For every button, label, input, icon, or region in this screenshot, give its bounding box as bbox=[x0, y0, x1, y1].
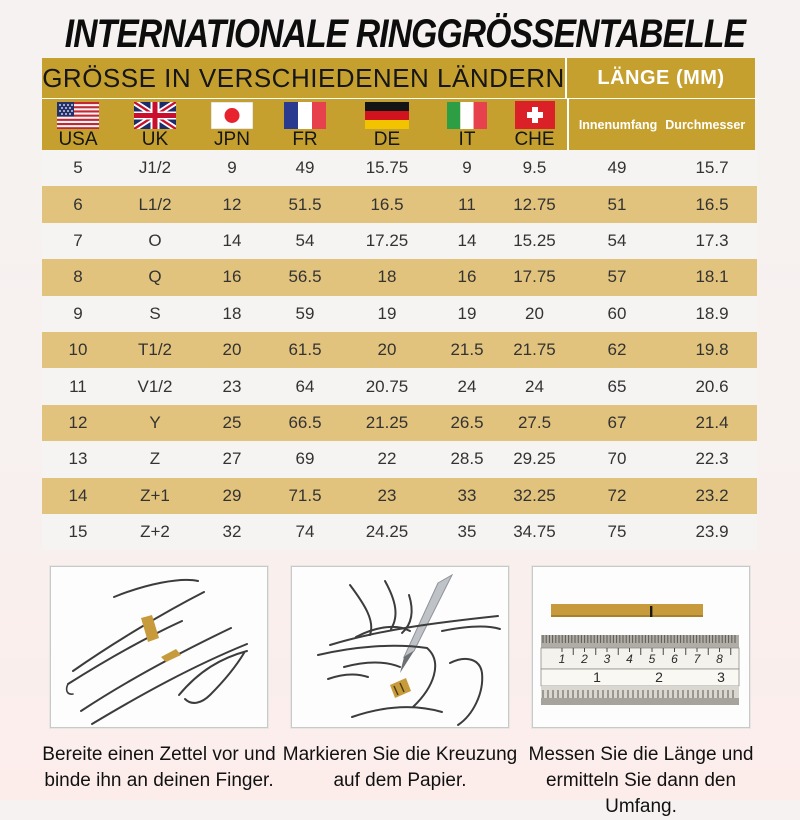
size-value-cell: 23.2 bbox=[695, 485, 729, 505]
size-value-cell: 32.25 bbox=[513, 485, 556, 505]
page-title bbox=[0, 0, 800, 56]
size-value-cell: 13 bbox=[68, 449, 88, 469]
size-value-cell: 16 bbox=[222, 267, 242, 287]
hand-marking-with-pen-icon bbox=[292, 567, 508, 727]
size-value-cell: 20 bbox=[377, 340, 397, 360]
step-caption: Messen Sie die Länge und ermitteln Sie dann den Umfang. bbox=[528, 744, 754, 817]
size-value-cell: 24 bbox=[457, 376, 477, 396]
size-value-cell: 20 bbox=[222, 340, 242, 360]
size-value-cell: O bbox=[148, 230, 162, 250]
country-label: USA bbox=[58, 128, 98, 150]
size-value-cell: 17.3 bbox=[695, 230, 729, 250]
country-label: CHE bbox=[514, 129, 555, 150]
size-value-cell: 14 bbox=[68, 485, 88, 505]
svg-text:1: 1 bbox=[593, 669, 601, 685]
size-value-cell: 64 bbox=[295, 376, 315, 396]
country-column-france bbox=[268, 99, 342, 150]
size-value-cell: 29 bbox=[222, 485, 242, 505]
size-value-cell: 51.5 bbox=[288, 194, 322, 214]
size-value-cell: 9 bbox=[462, 158, 472, 178]
table-header-left: GRÖSSE IN VERSCHIEDENEN LÄNDERN bbox=[42, 58, 567, 98]
size-value-cell: 24 bbox=[525, 376, 544, 396]
size-value-cell: 17.25 bbox=[365, 230, 409, 250]
size-value-cell: 59 bbox=[295, 303, 315, 323]
size-value-cell: 18 bbox=[222, 303, 242, 323]
ruler-measuring-icon bbox=[533, 567, 749, 727]
svg-text:1: 1 bbox=[558, 652, 566, 666]
size-value-cell: 12 bbox=[68, 412, 88, 432]
country-label: JPN bbox=[214, 128, 250, 150]
size-value-cell: 19 bbox=[377, 303, 397, 323]
step-prepare-strip bbox=[40, 566, 278, 820]
size-value-cell: 12 bbox=[222, 194, 242, 214]
table-row bbox=[42, 514, 757, 550]
svg-text:5: 5 bbox=[648, 652, 656, 666]
size-value-cell: 72 bbox=[607, 485, 627, 505]
size-value-cell: 74 bbox=[295, 522, 315, 542]
size-value-cell: 35 bbox=[457, 522, 477, 542]
size-value-cell: 22 bbox=[377, 449, 397, 469]
ring-size-table bbox=[42, 58, 757, 550]
size-value-cell: 16.5 bbox=[695, 194, 729, 214]
svg-text:4: 4 bbox=[626, 652, 633, 666]
page-title-text: INTERNATIONALE RINGGRÖSSENTABELLE bbox=[64, 12, 746, 56]
size-value-cell: 33 bbox=[457, 485, 477, 505]
size-value-cell: 9 bbox=[73, 303, 83, 323]
country-label: UK bbox=[141, 128, 169, 150]
size-value-cell: 27.5 bbox=[517, 412, 552, 432]
size-value-cell: 9 bbox=[227, 158, 237, 178]
table-row bbox=[42, 150, 757, 186]
table-row bbox=[42, 405, 757, 441]
table-row bbox=[42, 186, 757, 222]
size-value-cell: V1/2 bbox=[137, 376, 173, 396]
hand-with-paper-strip-icon bbox=[51, 567, 267, 727]
flag-switzerland-icon bbox=[515, 101, 555, 129]
size-value-cell: 21.4 bbox=[695, 412, 729, 432]
length-subheader bbox=[567, 99, 755, 150]
country-label: DE bbox=[373, 128, 401, 150]
country-column-usa bbox=[42, 99, 114, 150]
size-value-cell: 62 bbox=[607, 340, 627, 360]
country-column-uk bbox=[114, 99, 196, 150]
size-value-cell: 18.1 bbox=[695, 267, 729, 287]
size-value-cell: Q bbox=[148, 267, 162, 287]
step-mark-paper bbox=[280, 566, 520, 820]
size-value-cell: 54 bbox=[295, 230, 315, 250]
size-value-cell: 49 bbox=[295, 158, 315, 178]
size-value-cell: 22.3 bbox=[695, 449, 729, 469]
country-column-switzerland bbox=[502, 99, 567, 150]
size-value-cell: 20.6 bbox=[695, 376, 729, 396]
size-value-cell: 21.5 bbox=[450, 340, 484, 360]
svg-text:7: 7 bbox=[693, 652, 701, 666]
size-value-cell: 65 bbox=[607, 376, 627, 396]
table-row bbox=[42, 296, 757, 332]
table-header bbox=[42, 58, 757, 98]
size-value-cell: Y bbox=[149, 412, 161, 432]
table-row bbox=[42, 332, 757, 368]
flag-germany-icon bbox=[365, 102, 409, 129]
table-row bbox=[42, 478, 757, 514]
size-value-cell: 11 bbox=[69, 376, 87, 396]
svg-text:6: 6 bbox=[671, 652, 678, 666]
size-value-cell: 15.7 bbox=[695, 158, 729, 178]
size-value-cell: 27 bbox=[222, 449, 242, 469]
size-value-cell: 71.5 bbox=[288, 485, 322, 505]
flag-italy-icon bbox=[447, 102, 487, 129]
table-header-right: LÄNGE (MM) bbox=[567, 58, 755, 98]
size-value-cell: 12.75 bbox=[513, 194, 556, 214]
size-value-cell: S bbox=[149, 303, 161, 323]
size-value-cell: 17.75 bbox=[513, 267, 556, 287]
size-value-cell: 16.5 bbox=[370, 194, 404, 214]
size-value-cell: 23 bbox=[222, 376, 242, 396]
size-value-cell: T1/2 bbox=[137, 340, 173, 360]
country-column-germany bbox=[342, 99, 432, 150]
size-value-cell: 14 bbox=[457, 230, 477, 250]
size-value-cell: 15.25 bbox=[513, 230, 556, 250]
size-value-cell: L1/2 bbox=[138, 194, 172, 214]
size-value-cell: 21.25 bbox=[365, 412, 409, 432]
size-value-cell: 34.75 bbox=[513, 522, 556, 542]
inner-circumference-label: Innenumfang bbox=[578, 117, 658, 132]
size-value-cell: 66.5 bbox=[288, 412, 322, 432]
size-value-cell: J1/2 bbox=[138, 158, 172, 178]
size-value-cell: 14 bbox=[222, 230, 242, 250]
size-value-cell: 18 bbox=[377, 267, 397, 287]
size-value-cell: 26.5 bbox=[450, 412, 484, 432]
hand-with-paper-strip-illustration bbox=[50, 566, 268, 728]
size-value-cell: 23.9 bbox=[695, 522, 729, 542]
ruler-measuring-illustration bbox=[532, 566, 750, 728]
size-values-table bbox=[42, 150, 757, 550]
size-value-cell: 67 bbox=[607, 412, 627, 432]
size-value-cell: 10 bbox=[68, 340, 88, 360]
size-value-cell: 32 bbox=[222, 522, 242, 542]
size-value-cell: Z+2 bbox=[140, 522, 170, 542]
size-value-cell: 11 bbox=[458, 194, 476, 214]
size-value-cell: 69 bbox=[295, 449, 315, 469]
flag-france-icon bbox=[284, 102, 326, 129]
size-value-cell: 19 bbox=[457, 303, 477, 323]
size-value-cell: 70 bbox=[607, 449, 627, 469]
size-table-body bbox=[42, 150, 757, 550]
size-value-cell: 8 bbox=[73, 267, 83, 287]
table-row bbox=[42, 223, 757, 259]
size-value-cell: 23 bbox=[377, 485, 397, 505]
size-value-cell: 20 bbox=[525, 303, 544, 323]
svg-text:2: 2 bbox=[655, 669, 663, 685]
step-caption: Markieren Sie die Kreuzung auf dem Papier. bbox=[282, 744, 518, 791]
size-value-cell: 21.75 bbox=[513, 340, 556, 360]
step-measure-length bbox=[522, 566, 760, 820]
size-value-cell: 16 bbox=[457, 267, 477, 287]
size-value-cell: 60 bbox=[607, 303, 627, 323]
svg-text:8: 8 bbox=[716, 652, 723, 666]
svg-text:3: 3 bbox=[603, 652, 611, 666]
size-value-cell: 54 bbox=[607, 230, 627, 250]
svg-text:2: 2 bbox=[581, 652, 588, 666]
country-header-row bbox=[42, 98, 757, 150]
country-column-japan bbox=[196, 99, 268, 150]
svg-text:3: 3 bbox=[717, 669, 725, 685]
flag-japan-icon bbox=[211, 102, 253, 129]
hand-marking-with-pen-illustration bbox=[291, 566, 509, 728]
size-value-cell: 61.5 bbox=[288, 340, 322, 360]
table-row bbox=[42, 368, 757, 404]
flag-usa-icon bbox=[57, 102, 99, 129]
size-value-cell: 24.25 bbox=[365, 522, 409, 542]
country-column-italy bbox=[432, 99, 502, 150]
step-caption: Bereite einen Zettel vor und binde ihn an deinen Finger. bbox=[42, 744, 276, 791]
size-value-cell: 19.8 bbox=[695, 340, 729, 360]
measurement-steps bbox=[0, 566, 800, 820]
size-value-cell: 9.5 bbox=[522, 158, 547, 178]
country-label: FR bbox=[292, 128, 318, 150]
table-row bbox=[42, 441, 757, 477]
size-value-cell: 51 bbox=[607, 194, 627, 214]
size-value-cell: Z bbox=[149, 449, 161, 469]
size-value-cell: 25 bbox=[222, 412, 242, 432]
size-value-cell: 49 bbox=[607, 158, 627, 178]
size-value-cell: 15 bbox=[68, 522, 88, 542]
size-value-cell: 75 bbox=[607, 522, 627, 542]
size-value-cell: 18.9 bbox=[695, 303, 729, 323]
size-value-cell: 20.75 bbox=[365, 376, 409, 396]
size-value-cell: Z+1 bbox=[140, 485, 170, 505]
size-value-cell: 29.25 bbox=[513, 449, 556, 469]
size-value-cell: 56.5 bbox=[288, 267, 322, 287]
size-value-cell: 57 bbox=[607, 267, 627, 287]
size-value-cell: 28.5 bbox=[450, 449, 484, 469]
diameter-label: Durchmesser bbox=[665, 117, 746, 132]
table-row bbox=[42, 259, 757, 295]
size-value-cell: 7 bbox=[73, 230, 83, 250]
size-value-cell: 6 bbox=[73, 194, 83, 214]
country-label: IT bbox=[458, 128, 476, 150]
size-value-cell: 5 bbox=[73, 158, 83, 178]
size-value-cell: 15.75 bbox=[365, 158, 409, 178]
flag-uk-icon bbox=[134, 102, 176, 129]
